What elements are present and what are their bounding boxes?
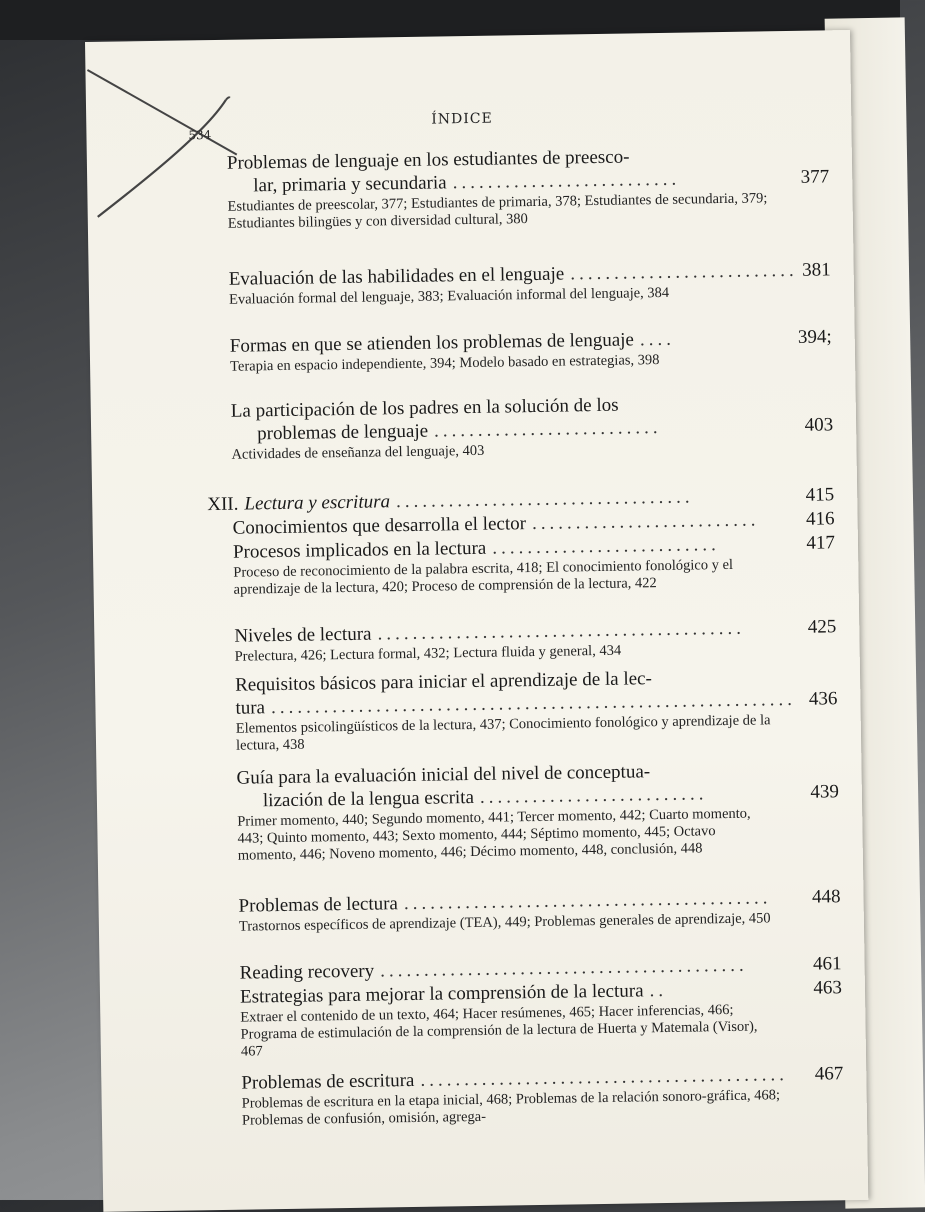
leader-dots: .................................. <box>395 486 694 513</box>
toc-title: Problemas de lenguaje en los estudiantes de preesco- <box>226 146 630 174</box>
toc-entry <box>238 886 841 935</box>
toc-subentries: Elementos psicolingüísticos de la lectura, 437; Conocimiento fonológico y aprendizaje de la lectura, 438 <box>235 712 771 754</box>
toc-subentries: Proceso de reconocimiento de la palabra escrita, 418; El conocimiento fonológico y el aprendizaje de la lectura, 420; Proceso de comprensión de la lectura, 422 <box>233 556 734 598</box>
toc-page: 417 <box>806 532 836 554</box>
toc-subentries: Terapia en espacio independiente, 394; Modelo basado en estrategias, 398 <box>229 352 660 375</box>
toc-subentries: Actividades de enseñanza del lenguaje, 403 <box>231 442 485 463</box>
toc-page: 463 <box>813 977 843 999</box>
toc-title-cont: lar, primaria y secundaria <box>253 172 447 197</box>
toc-title-cont: tura <box>235 697 266 719</box>
toc-entry <box>241 1063 844 1129</box>
toc-title: Requisitos básicos para iniciar el aprendizaje de la lec- <box>234 668 653 696</box>
leader-dots: .......................... <box>570 259 798 285</box>
toc-subentries: Trastornos específicos de aprendizaje (TEA), 449; Problemas generales de aprendizaje, 450 <box>238 910 771 935</box>
toc-title: Formas en que se atienden los problemas de lenguaje <box>229 329 635 357</box>
toc-entry <box>234 665 838 754</box>
toc-title: La participación de los padres en la solución de los <box>230 394 619 422</box>
book-page <box>85 30 868 1212</box>
toc-subentries: Estudiantes de preescolar, 377; Estudiantes de primaria, 378; Estudiantes de secundaria, 379; Estudiantes bilingües y con diversidad cultural, 380 <box>227 190 768 232</box>
toc-page: 377 <box>800 166 830 188</box>
toc-page: 425 <box>807 616 837 638</box>
toc-entry <box>232 532 836 598</box>
toc-title: Conocimientos que desarrolla el lector <box>232 513 527 539</box>
toc-page: 467 <box>814 1063 844 1085</box>
toc-page: 461 <box>812 953 842 975</box>
toc-title: Niveles de lectura <box>234 623 372 647</box>
toc-page: 381 <box>802 259 831 281</box>
toc-page: 403 <box>804 414 834 436</box>
leader-dots: .......................................... <box>420 1064 789 1091</box>
chapter-number: XII. <box>207 493 239 516</box>
toc-title: Procesos implicados en la lectura <box>232 537 487 563</box>
leader-dots: .......................... <box>433 416 662 442</box>
leader-dots: .......................... <box>492 534 720 559</box>
leader-dots: .. <box>649 979 668 1002</box>
toc-page: 416 <box>805 508 835 530</box>
toc-title-cont: problemas de lenguaje <box>257 420 429 445</box>
leader-dots: .......................................... <box>377 617 746 645</box>
toc-page: 394; <box>797 326 832 348</box>
toc-title: Problemas de lectura <box>238 893 399 917</box>
toc-title: Guía para la evaluación inicial del nivel de conceptua- <box>236 761 651 789</box>
toc-title: Estrategias para mejorar la comprensión de la lectura <box>239 980 644 1008</box>
leader-dots: .......................... <box>452 168 681 194</box>
leader-dots: .......................... <box>479 783 708 808</box>
page-number: 534 <box>188 128 212 143</box>
chapter-title: Lectura y escritura <box>244 491 391 515</box>
leader-dots: .... <box>639 328 676 351</box>
toc-entry <box>236 758 840 864</box>
toc-title: Problemas de escritura <box>241 1069 415 1094</box>
toc-title-cont: lización de la lengua escrita <box>262 786 475 812</box>
leader-dots: ............................................................ <box>270 688 797 719</box>
toc-subentries: Extraer el contenido de un texto, 464; Hacer resúmenes, 465; Hacer inferencias, 466; Programa de estimulación de la comprensión de la lectura de Huerta y Matemala (Visor), 467 <box>240 1001 758 1060</box>
toc-entry <box>239 977 843 1060</box>
leader-dots: .......................................... <box>403 887 772 915</box>
toc-subentries: Prelectura, 426; Lectura formal, 432; Lectura fluida y general, 434 <box>234 642 622 665</box>
leader-dots: .......................... <box>531 509 760 535</box>
toc-page: 439 <box>810 781 840 803</box>
toc-subentries: Primer momento, 440; Segundo momento, 441; Tercer momento, 442; Cuarto momento, 443; Quinto momento, 443; Sexto momento, 444; Séptimo momento, 445; Octavo momento, 446; Noveno momento, 446; Décimo momento, 448, conclusión, 448 <box>237 805 751 864</box>
toc-page: 448 <box>811 886 841 908</box>
toc-entry <box>234 616 837 665</box>
toc-subentries: Problemas de escritura en la etapa inicial, 468; Problemas de la relación sonoro-gráfica, 468; Problemas de confusión, omisión, agrega- <box>241 1087 781 1129</box>
running-head: ÍNDICE <box>431 110 493 128</box>
toc-entry <box>229 326 832 375</box>
toc-page: 436 <box>808 688 838 710</box>
toc-entry <box>226 143 830 232</box>
toc-title: Evaluación de las habilidades en el lenguaje <box>228 263 565 290</box>
toc-subentries: Evaluación formal del lenguaje, 383; Evaluación informal del lenguaje, 384 <box>228 284 670 308</box>
chapter-page: 415 <box>805 484 835 506</box>
leader-dots: .......................................... <box>379 954 748 982</box>
toc-title: Reading recovery <box>239 960 375 984</box>
toc-entry <box>230 391 834 463</box>
toc-entry <box>228 259 831 308</box>
